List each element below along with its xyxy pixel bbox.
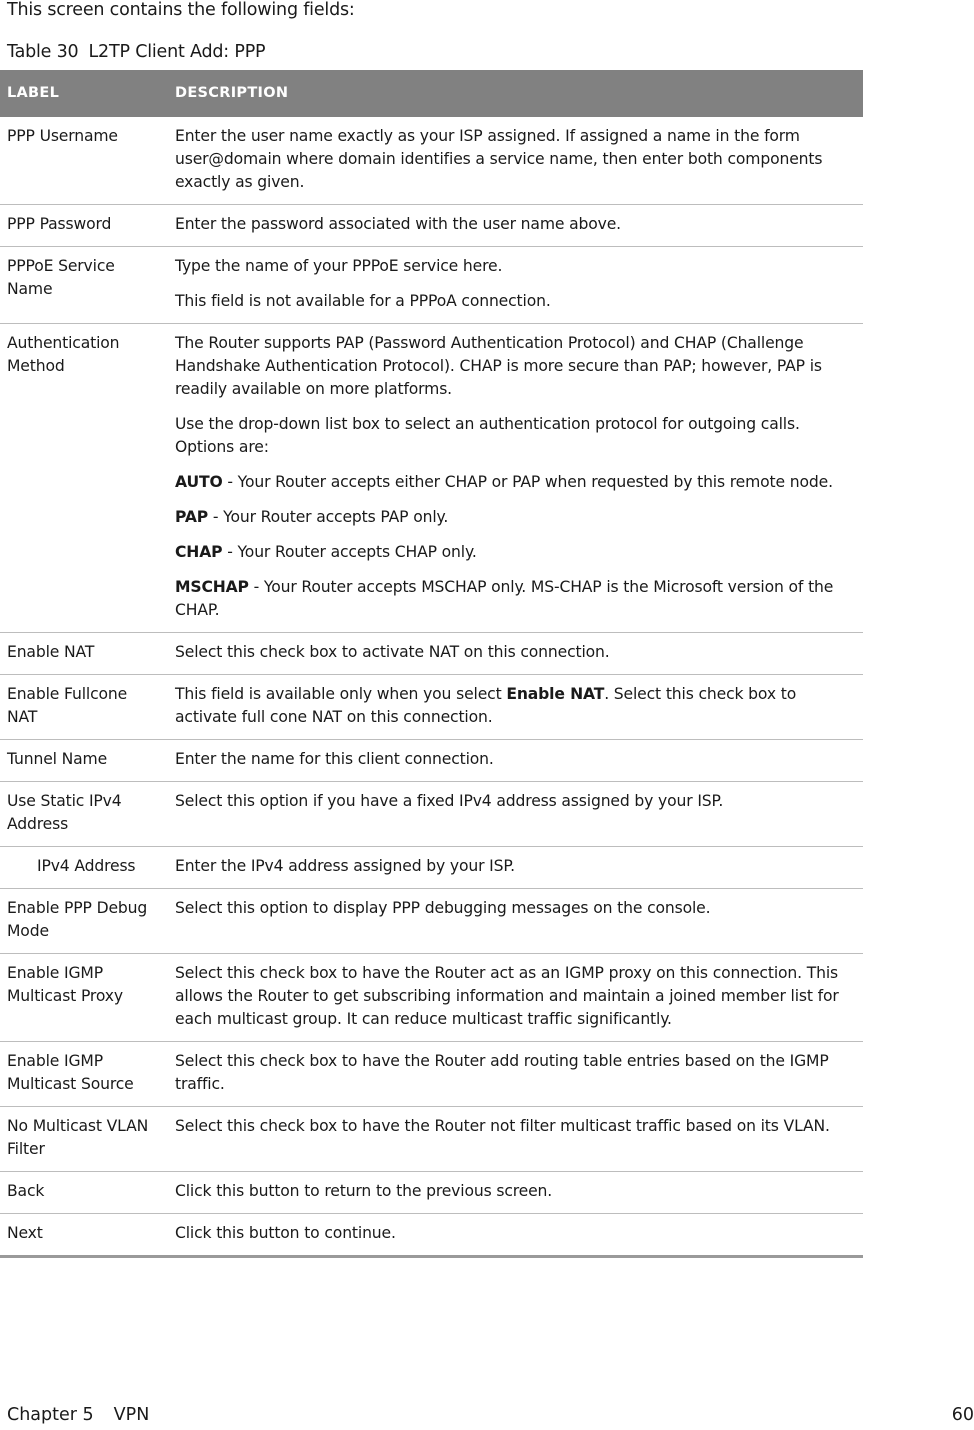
table-row: [0, 1107, 863, 1172]
chapter-label: Chapter 5: [7, 1405, 94, 1425]
page-footer-chapter: [7, 1405, 149, 1425]
table-row: [0, 324, 863, 633]
row-description: Select this check box to have the Router add routing table entries based on the IGMP traffic.: [168, 1042, 863, 1107]
row-label: Use Static IPv4 Address: [0, 782, 168, 847]
table-row: [0, 1172, 863, 1214]
table-row: [0, 740, 863, 782]
page-number: 60: [951, 1405, 974, 1425]
row-description: Select this check box to activate NAT on this connection.: [168, 633, 863, 675]
row-label: Back: [0, 1172, 168, 1214]
table-row: [0, 1214, 863, 1257]
row-description: Select this check box to have the Router act as an IGMP proxy on this connection. This allows the Router to get subscribing information and maintain a joined member list for each multicast group. It can reduce multicast traffic significantly.: [168, 954, 863, 1042]
table-caption: [7, 42, 265, 62]
row-label: Enable Fullcone NAT: [0, 675, 168, 740]
table-header-row: [0, 70, 863, 117]
row-label: Enable IGMP Multicast Source: [0, 1042, 168, 1107]
option-chap: CHAP - Your Router accepts CHAP only.: [175, 543, 477, 561]
row-label: Authentication Method: [0, 324, 168, 633]
row-description: Enter the password associated with the user name above.: [168, 205, 863, 247]
field-description-table: [0, 70, 863, 1258]
row-label: PPP Username: [0, 117, 168, 205]
row-description: Enter the IPv4 address assigned by your ISP.: [168, 847, 863, 889]
row-label: No Multicast VLAN Filter: [0, 1107, 168, 1172]
table-row: [0, 205, 863, 247]
row-label: PPP Password: [0, 205, 168, 247]
header-label: LABEL: [0, 70, 168, 117]
row-label: Tunnel Name: [0, 740, 168, 782]
option-pap: PAP - Your Router accepts PAP only.: [175, 508, 449, 526]
row-description: Select this option to display PPP debugging messages on the console.: [168, 889, 863, 954]
row-label: Enable NAT: [0, 633, 168, 675]
row-description: Enter the name for this client connection.: [168, 740, 863, 782]
table-row: [0, 675, 863, 740]
row-description: Select this option if you have a fixed IPv4 address assigned by your ISP.: [168, 782, 863, 847]
header-description: DESCRIPTION: [168, 70, 863, 117]
row-description: The Router supports PAP (Password Authentication Protocol) and CHAP (Challenge Handshake Authentication Protocol). CHAP is more secure than PAP; however, PAP is readily available on more platforms. Use the drop-down list box to select an authentication protocol for outgoing calls. Options are: AUTO - Your Router accepts either CHAP or PAP when requested by this remote node. PAP - Your Router accepts PAP only. CHAP - Your Router accepts CHAP only. MSCHAP - Your Router accepts MSCHAP only. MS-CHAP is the Microsoft version of the CHAP.: [168, 324, 863, 633]
row-label: PPPoE Service Name: [0, 247, 168, 324]
row-description: This field is available only when you select Enable NAT. Select this check box to activate full cone NAT on this connection.: [168, 675, 863, 740]
table-row: [0, 1042, 863, 1107]
option-auto: AUTO - Your Router accepts either CHAP or PAP when requested by this remote node.: [175, 473, 833, 491]
table-row: [0, 117, 863, 205]
option-mschap: MSCHAP - Your Router accepts MSCHAP only. MS-CHAP is the Microsoft version of the CHAP.: [175, 578, 834, 619]
table-row: [0, 847, 863, 889]
table-row: [0, 954, 863, 1042]
section-label: VPN: [113, 1405, 150, 1425]
table-number: Table 30: [7, 42, 79, 62]
row-label: Enable IGMP Multicast Proxy: [0, 954, 168, 1042]
intro-text: This screen contains the following fields:: [7, 0, 355, 20]
table-row: [0, 247, 863, 324]
row-label: Next: [0, 1214, 168, 1257]
row-description: Enter the user name exactly as your ISP assigned. If assigned a name in the form user@domain where domain identifies a service name, then enter both components exactly as given.: [168, 117, 863, 205]
table-row: [0, 782, 863, 847]
table-row: [0, 889, 863, 954]
row-label: Enable PPP Debug Mode: [0, 889, 168, 954]
row-description: Click this button to continue.: [168, 1214, 863, 1257]
row-description: Select this check box to have the Router not filter multicast traffic based on its VLAN.: [168, 1107, 863, 1172]
row-description: Click this button to return to the previous screen.: [168, 1172, 863, 1214]
table-title: L2TP Client Add: PPP: [88, 42, 266, 62]
row-description: Type the name of your PPPoE service here. This field is not available for a PPPoA connection.: [168, 247, 863, 324]
table-row: [0, 633, 863, 675]
row-label: IPv4 Address: [0, 847, 168, 889]
